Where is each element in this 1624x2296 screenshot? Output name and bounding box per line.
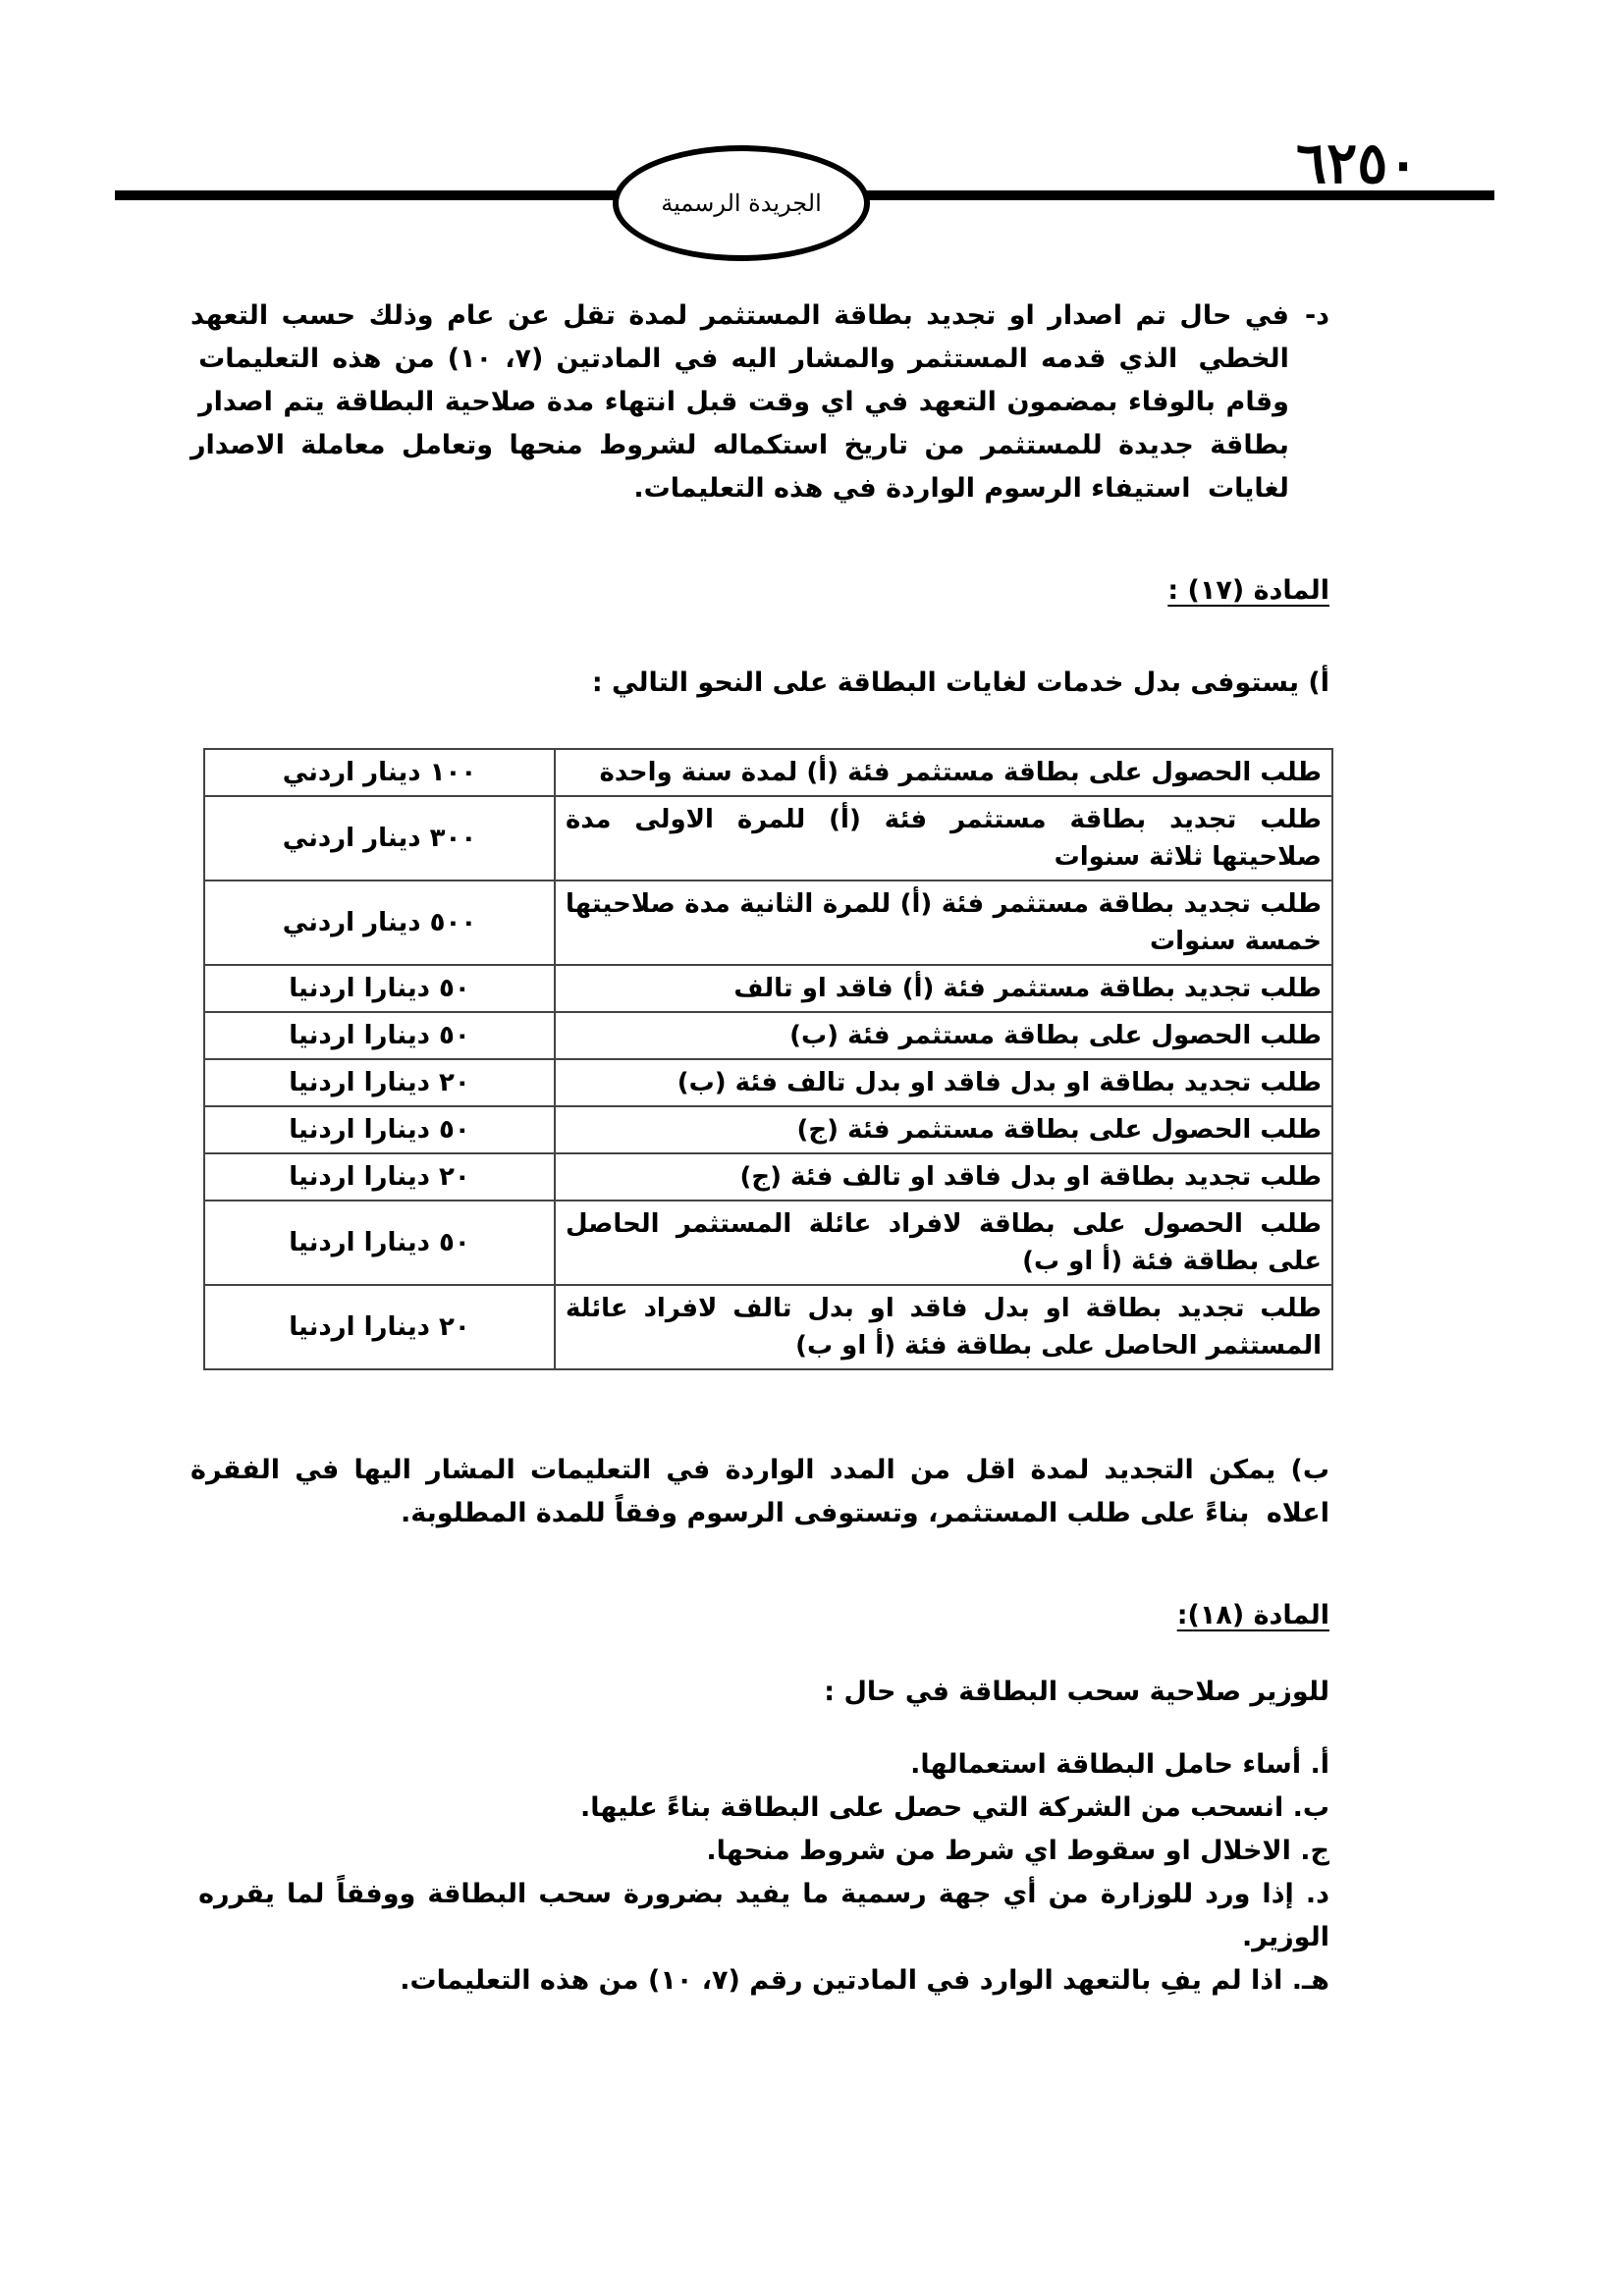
para-d-line: بطاقة جديدة للمستثمر من تاريخ استكماله لشروط منحها وتعامل معاملة الاصدار لغايات [190,430,1289,504]
fee-amount: ٥٠ دينارا اردنيا [204,1012,555,1059]
article-17-intro: أ) يستوفى بدل خدمات لغايات البطاقة على النحو التالي : [591,667,1329,698]
fees-table [203,748,1333,1370]
fee-row [204,881,1332,965]
para-d-line: الذي قدمه المستثمر والمشار اليه في المادتين (٧، ١٠) من هذه التعليمات [198,344,1178,374]
fee-amount: ٥٠ دينارا اردنيا [204,1106,555,1153]
fee-description: طلب الحصول على بطاقة مستثمر فئة (ب) [555,1012,1332,1059]
article-18-item: هـ. اذا لم يفِ بالتعهد الوارد في المادتين رقم (٧، ١٠) من هذه التعليمات. [400,1965,1329,1996]
fee-row [204,796,1332,881]
fee-row [204,1106,1332,1153]
para-d-line: استيفاء الرسوم الواردة في هذه التعليمات. [633,473,1191,504]
fee-amount: ٢٠ دينارا اردنيا [204,1153,555,1201]
fee-amount: ٣٠٠ دينار اردني [204,796,555,881]
gazette-title: الجريدة الرسمية [661,189,822,217]
fee-row [204,1059,1332,1106]
fee-description: طلب تجديد بطاقة او بدل فاقد او بدل تالف لافراد عائلة المستثمر الحاصل على بطاقة فئة (أ او ب) [555,1285,1332,1369]
article-18-item: ب. انسحب من الشركة التي حصل على البطاقة بناءً عليها. [579,1792,1329,1823]
article-17-heading: المادة (١٧) : [1167,575,1329,606]
fee-row [204,1012,1332,1059]
para-d-marker: د- [1304,300,1329,331]
fee-row [204,1285,1332,1369]
para-b-line: بناءً على طلب المستثمر، وتستوفى الرسوم وفقاً للمدة المطلوبة. [400,1498,1250,1528]
fee-description: طلب تجديد بطاقة او بدل فاقد او بدل تالف فئة (ب) [555,1059,1332,1106]
para-d [190,294,1329,510]
fee-description: طلب تجديد بطاقة مستثمر فئة (أ) للمرة الثانية مدة صلاحيتها خمسة سنوات [555,881,1332,965]
para-d-line: في حال تم اصدار او تجديد بطاقة المستثمر لمدة تقل عن عام وذلك حسب التعهد الخطي [190,300,1289,374]
page-number: ٦٢٥٠ [1296,130,1419,196]
para-d-line: وقام بالوفاء بمضمون التعهد في اي وقت قبل انتهاء مدة صلاحية البطاقة يتم اصدار [198,387,1289,417]
gazette-title-oval [613,145,870,261]
fee-amount: ٢٠ دينارا اردنيا [204,1059,555,1106]
article-18-item: د. إذا ورد للوزارة من أي جهة رسمية ما يفيد بضرورة سحب البطاقة ووفقاً لما يقرره [198,1879,1329,1909]
article-18-item: ج. الاخلال او سقوط اي شرط من شروط منحها. [706,1836,1329,1866]
fee-amount: ٢٠ دينارا اردنيا [204,1285,555,1369]
fee-description: طلب الحصول على بطاقة مستثمر فئة (أ) لمدة سنة واحدة [555,749,1332,796]
fee-description: طلب الحصول على بطاقة مستثمر فئة (ج) [555,1106,1332,1153]
fee-description: طلب الحصول على بطاقة لافراد عائلة المستثمر الحاصل على بطاقة فئة (أ او ب) [555,1201,1332,1285]
article-18-heading: المادة (١٨): [1176,1600,1329,1630]
fee-amount: ٥٠ دينارا اردنيا [204,965,555,1012]
fee-description: طلب تجديد بطاقة مستثمر فئة (أ) للمرة الاولى مدة صلاحيتها ثلاثة سنوات [555,796,1332,881]
para-b [190,1449,1329,1535]
fee-row [204,1153,1332,1201]
article-18-list [190,1743,1329,2002]
page-content [190,294,1329,2002]
article-18-item-d [190,1873,1329,1959]
fee-row [204,965,1332,1012]
para-d-text [190,294,1289,510]
fee-row [204,749,1332,796]
fee-amount: ٥٠ دينارا اردنيا [204,1201,555,1285]
fee-amount: ٥٠٠ دينار اردني [204,881,555,965]
para-b-line: ب) يمكن التجديد لمدة اقل من المدد الواردة في التعليمات المشار اليها في الفقرة اعلاه [190,1455,1329,1528]
fee-description: طلب تجديد بطاقة او بدل فاقد او تالف فئة (ج) [555,1153,1332,1201]
fee-amount: ١٠٠ دينار اردني [204,749,555,796]
article-18-item: أ. أساء حامل البطاقة استعمالها. [910,1749,1329,1780]
article-18-intro: للوزير صلاحية سحب البطاقة في حال : [824,1677,1329,1707]
fee-row [204,1201,1332,1285]
article-18-item-cont: الوزير. [1241,1922,1329,1952]
fee-description: طلب تجديد بطاقة مستثمر فئة (أ) فاقد او تالف [555,965,1332,1012]
